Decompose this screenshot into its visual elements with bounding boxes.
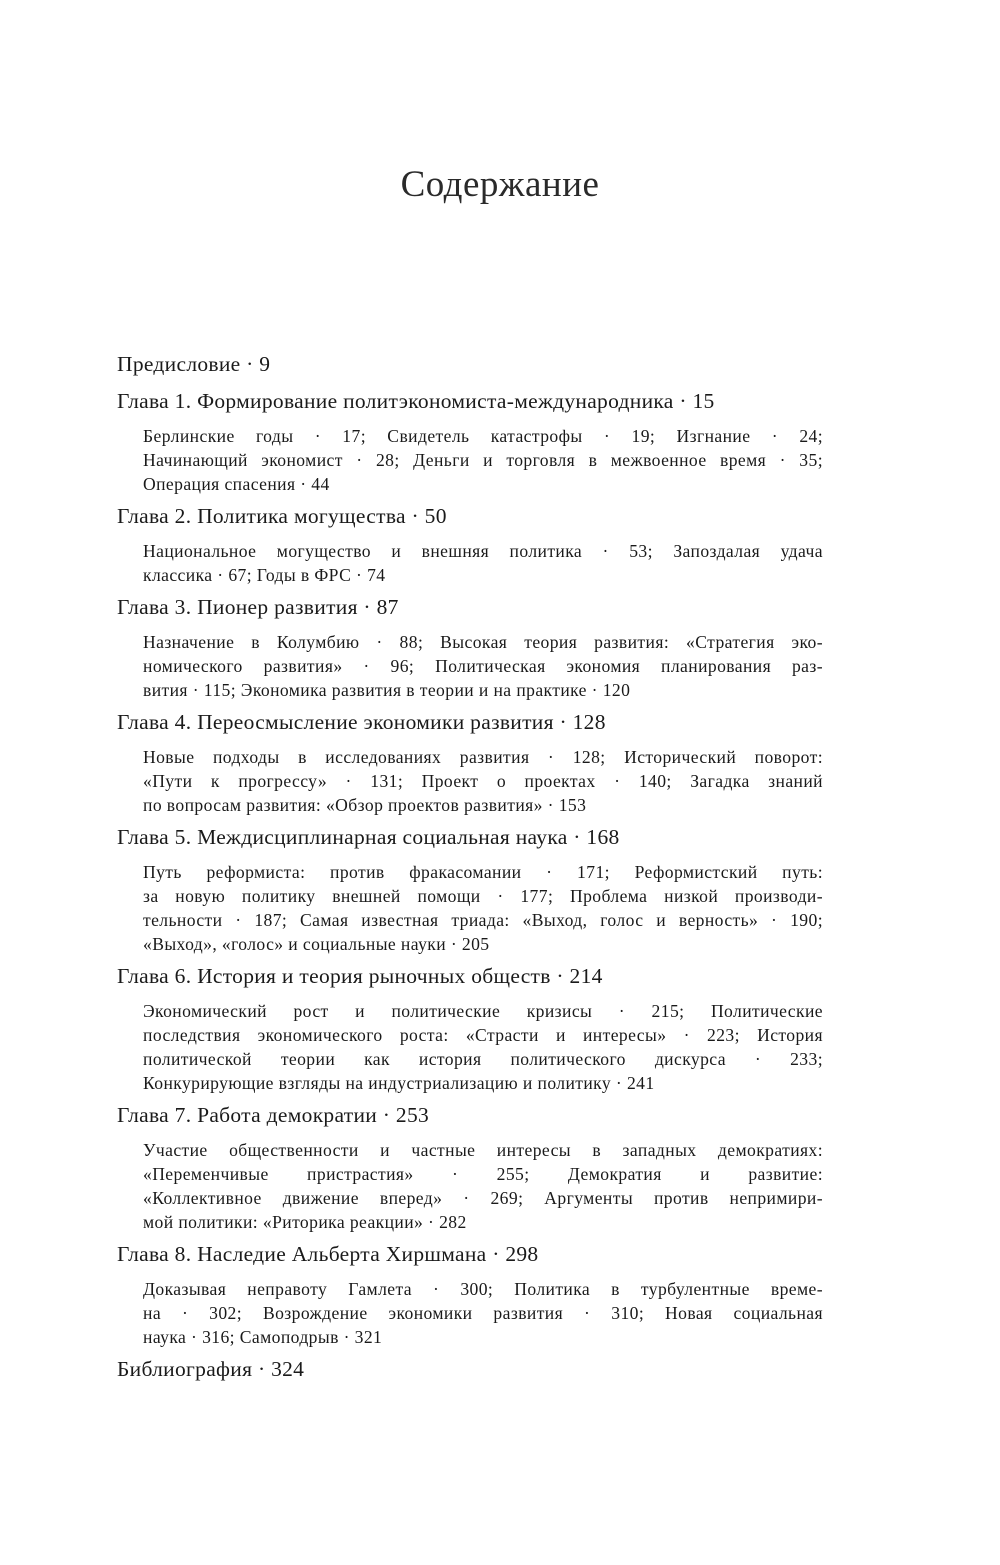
chapter-heading[interactable]: Глава 2. Политика могущества · 50 <box>117 504 447 528</box>
section-line[interactable]: Путь реформиста: против фракасомании · 171; Реформистский путь: <box>143 862 823 882</box>
section-line[interactable]: Берлинские годы · 17; Свидетель катастрофы · 19; Изгнание · 24; <box>143 426 823 446</box>
chapter-sections <box>143 1138 823 1234</box>
section-line[interactable]: Новые подходы в исследованиях развития · 128; Исторический поворот: <box>143 747 823 767</box>
chapter-sections <box>143 539 823 587</box>
chapter-list <box>117 383 823 1349</box>
chapter-5 <box>117 819 823 956</box>
chapter-3 <box>117 589 823 702</box>
section-line[interactable]: наука · 316; Самоподрыв · 321 <box>143 1327 383 1347</box>
section-line[interactable]: Начинающий экономист · 28; Деньги и торговля в межвоенное время · 35; <box>143 450 823 470</box>
section-line[interactable]: последствия экономического роста: «Страсти и интересы» · 223; История <box>143 1025 823 1045</box>
section-line[interactable]: тельности · 187; Самая известная триада: «Выход, голос и верность» · 190; <box>143 910 823 930</box>
chapter-heading[interactable]: Глава 3. Пионер развития · 87 <box>117 595 399 619</box>
chapter-heading[interactable]: Глава 4. Переосмысление экономики развития · 128 <box>117 710 606 734</box>
chapter-sections <box>143 630 823 702</box>
section-line[interactable]: «Коллективное движение вперед» · 269; Аргументы против непримири- <box>143 1188 823 1208</box>
section-line[interactable]: Назначение в Колумбию · 88; Высокая теория развития: «Стратегия эко- <box>143 632 823 652</box>
chapter-2 <box>117 498 823 587</box>
section-line[interactable]: Конкурирующие взгляды на индустриализацию и политику · 241 <box>143 1073 655 1093</box>
section-line[interactable]: номического развития» · 96; Политическая экономия планирования раз- <box>143 656 823 676</box>
chapter-sections <box>143 745 823 817</box>
chapter-7 <box>117 1097 823 1234</box>
toc-preface[interactable]: Предисловие · 9 <box>117 352 271 376</box>
chapter-4 <box>117 704 823 817</box>
chapter-sections <box>143 999 823 1095</box>
toc-bibliography[interactable]: Библиография · 324 <box>117 1357 305 1381</box>
page-title: Содержание <box>400 164 600 205</box>
section-line[interactable]: мой политики: «Риторика реакции» · 282 <box>143 1212 467 1232</box>
chapter-heading[interactable]: Глава 7. Работа демократии · 253 <box>117 1103 430 1127</box>
section-line[interactable]: за новую политику внешней помощи · 177; Проблема низкой производи- <box>143 886 823 906</box>
section-line[interactable]: «Переменчивые пристрастия» · 255; Демократия и развитие: <box>143 1164 823 1184</box>
table-of-contents <box>117 346 823 1388</box>
chapter-heading[interactable]: Глава 8. Наследие Альберта Хиршмана · 298 <box>117 1242 539 1266</box>
section-line[interactable]: по вопросам развития: «Обзор проектов развития» · 153 <box>143 795 587 815</box>
chapter-6 <box>117 958 823 1095</box>
chapter-sections <box>143 424 823 496</box>
section-line[interactable]: Участие общественности и частные интересы в западных демократиях: <box>143 1140 823 1160</box>
section-line[interactable]: Экономический рост и политические кризисы · 215; Политические <box>143 1001 823 1021</box>
section-line[interactable]: вития · 115; Экономика развития в теории и на практике · 120 <box>143 680 631 700</box>
section-line[interactable]: Доказывая неправоту Гамлета · 300; Политика в турбулентные време- <box>143 1279 823 1299</box>
chapter-heading[interactable]: Глава 1. Формирование политэкономиста-международника · 15 <box>117 389 715 413</box>
section-line[interactable]: Операция спасения · 44 <box>143 474 330 494</box>
section-line[interactable]: на · 302; Возрождение экономики развития · 310; Новая социальная <box>143 1303 823 1323</box>
section-line[interactable]: «Пути к прогрессу» · 131; Проект о проектах · 140; Загадка знаний <box>143 771 823 791</box>
chapter-8 <box>117 1236 823 1349</box>
section-line[interactable]: Национальное могущество и внешняя политика · 53; Запоздалая удача <box>143 541 823 561</box>
section-line[interactable]: классика · 67; Годы в ФРС · 74 <box>143 565 386 585</box>
chapter-heading[interactable]: Глава 5. Междисциплинарная социальная наука · 168 <box>117 825 620 849</box>
chapter-1 <box>117 383 823 496</box>
chapter-sections <box>143 1277 823 1349</box>
section-line[interactable]: «Выход», «голос» и социальные науки · 205 <box>143 934 490 954</box>
chapter-heading[interactable]: Глава 6. История и теория рыночных обществ · 214 <box>117 964 603 988</box>
section-line[interactable]: политической теории как история политического дискурса · 233; <box>143 1049 823 1069</box>
chapter-sections <box>143 860 823 956</box>
